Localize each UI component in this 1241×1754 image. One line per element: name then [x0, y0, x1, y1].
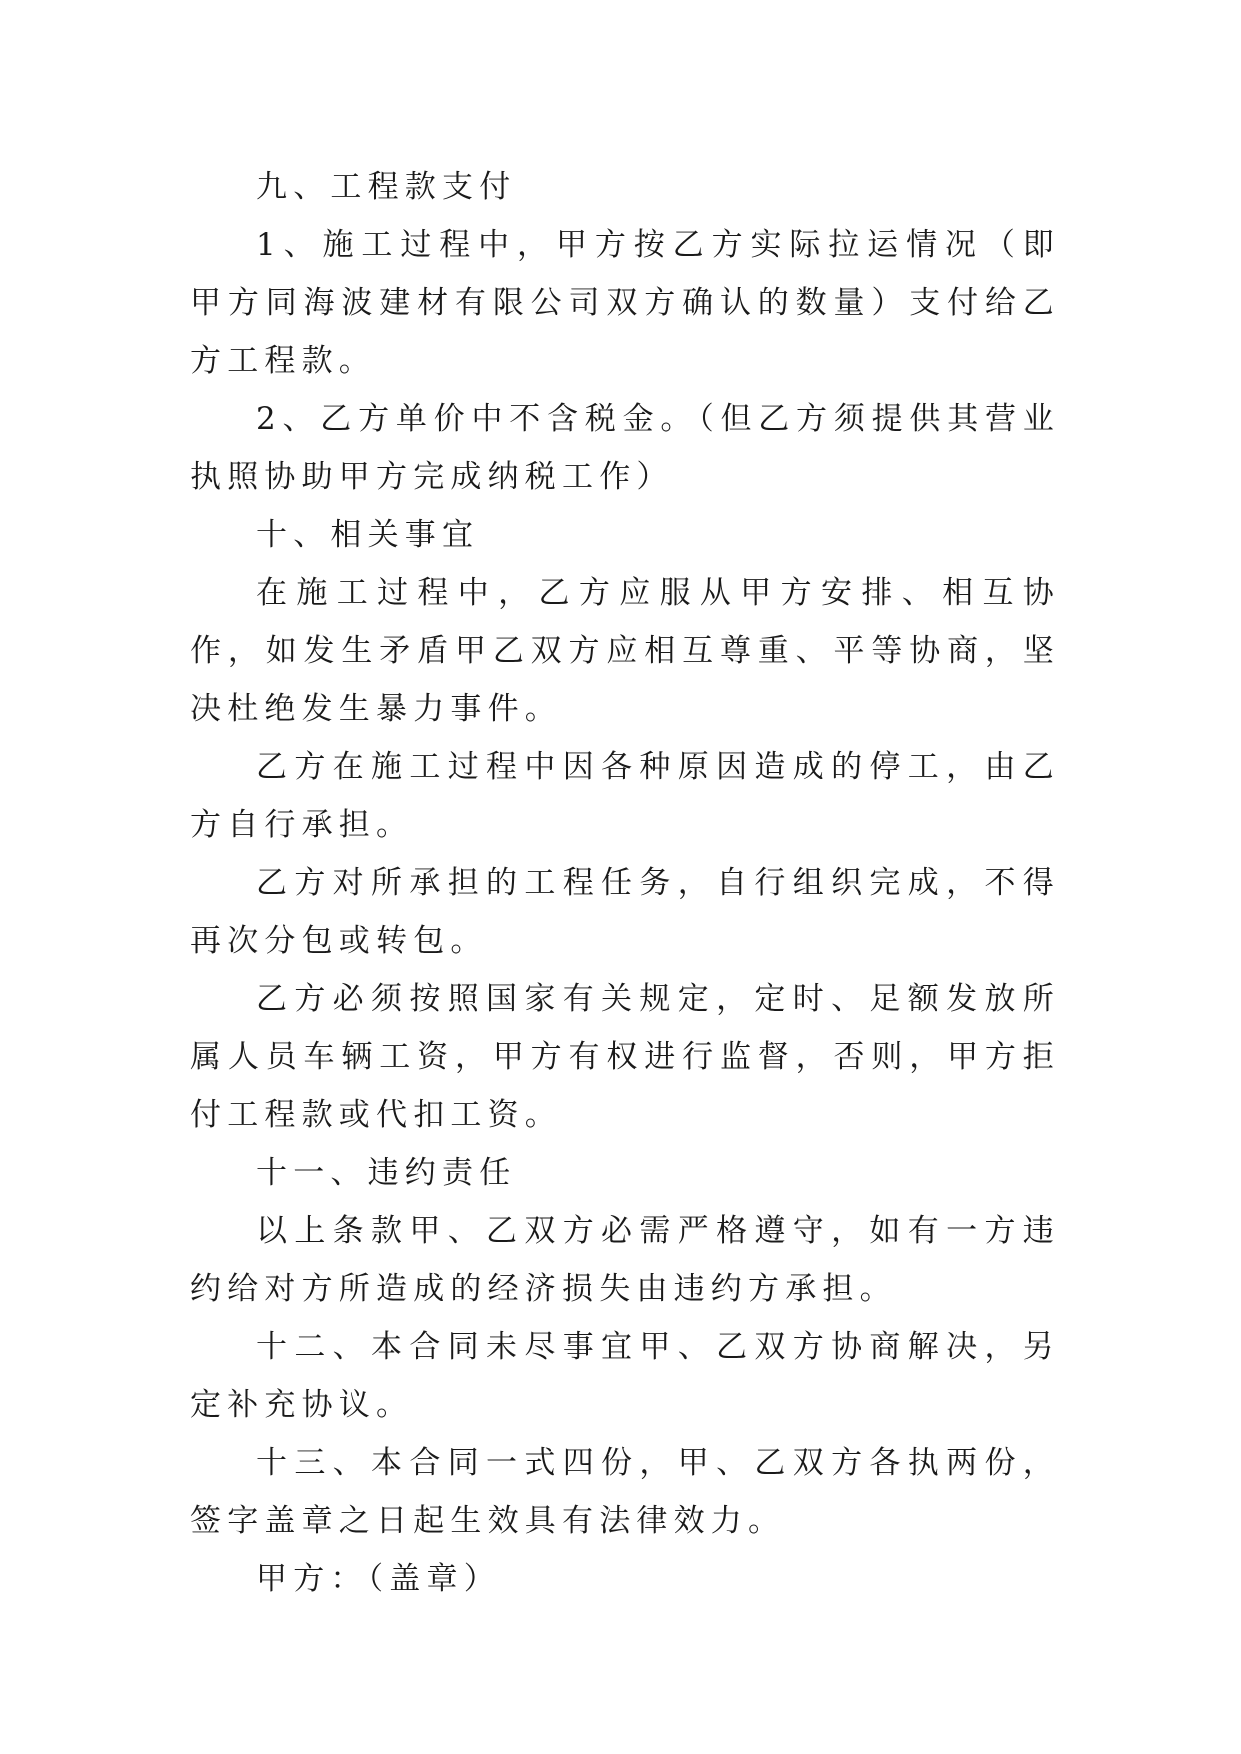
section-heading-payment: 九、工程款支付: [256, 169, 517, 205]
related-matters-clause-3: 乙方对所承担的工程任务，自行组织完成，不得再次分包或转包。: [190, 865, 1060, 959]
section-twelve-clause: 十二、本合同未尽事宜甲、乙双方协商解决，另定补充协议。: [190, 1329, 1060, 1423]
document-page: [190, 158, 1060, 1608]
party-a-signature-line: 甲方：（盖章）: [256, 1561, 501, 1597]
section-heading-liability: 十一、违约责任: [256, 1155, 517, 1191]
related-matters-clause-1: 在施工过程中，乙方应服从甲方安排、相互协作，如发生矛盾甲乙双方应相互尊重、平等协商，坚决杜绝发生暴力事件。: [190, 575, 1060, 727]
related-matters-clause-2: 乙方在施工过程中因各种原因造成的停工，由乙方自行承担。: [190, 749, 1060, 843]
liability-clause: 以上条款甲、乙双方必需严格遵守，如有一方违约给对方所造成的经济损失由违约方承担。: [190, 1213, 1060, 1307]
payment-clause-2: 2、乙方单价中不含税金。（但乙方须提供其营业执照协助甲方完成纳税工作）: [190, 401, 1060, 495]
related-matters-clause-4: 乙方必须按照国家有关规定，定时、足额发放所属人员车辆工资，甲方有权进行监督，否则，甲方拒付工程款或代扣工资。: [190, 981, 1060, 1133]
payment-clause-1: 1、施工过程中，甲方按乙方实际拉运情况（即甲方同海波建材有限公司双方确认的数量）支付给乙方工程款。: [190, 227, 1060, 379]
section-heading-related-matters: 十、相关事宜: [256, 517, 480, 553]
section-thirteen-clause: 十三、本合同一式四份，甲、乙双方各执两份，签字盖章之日起生效具有法律效力。: [190, 1445, 1060, 1539]
